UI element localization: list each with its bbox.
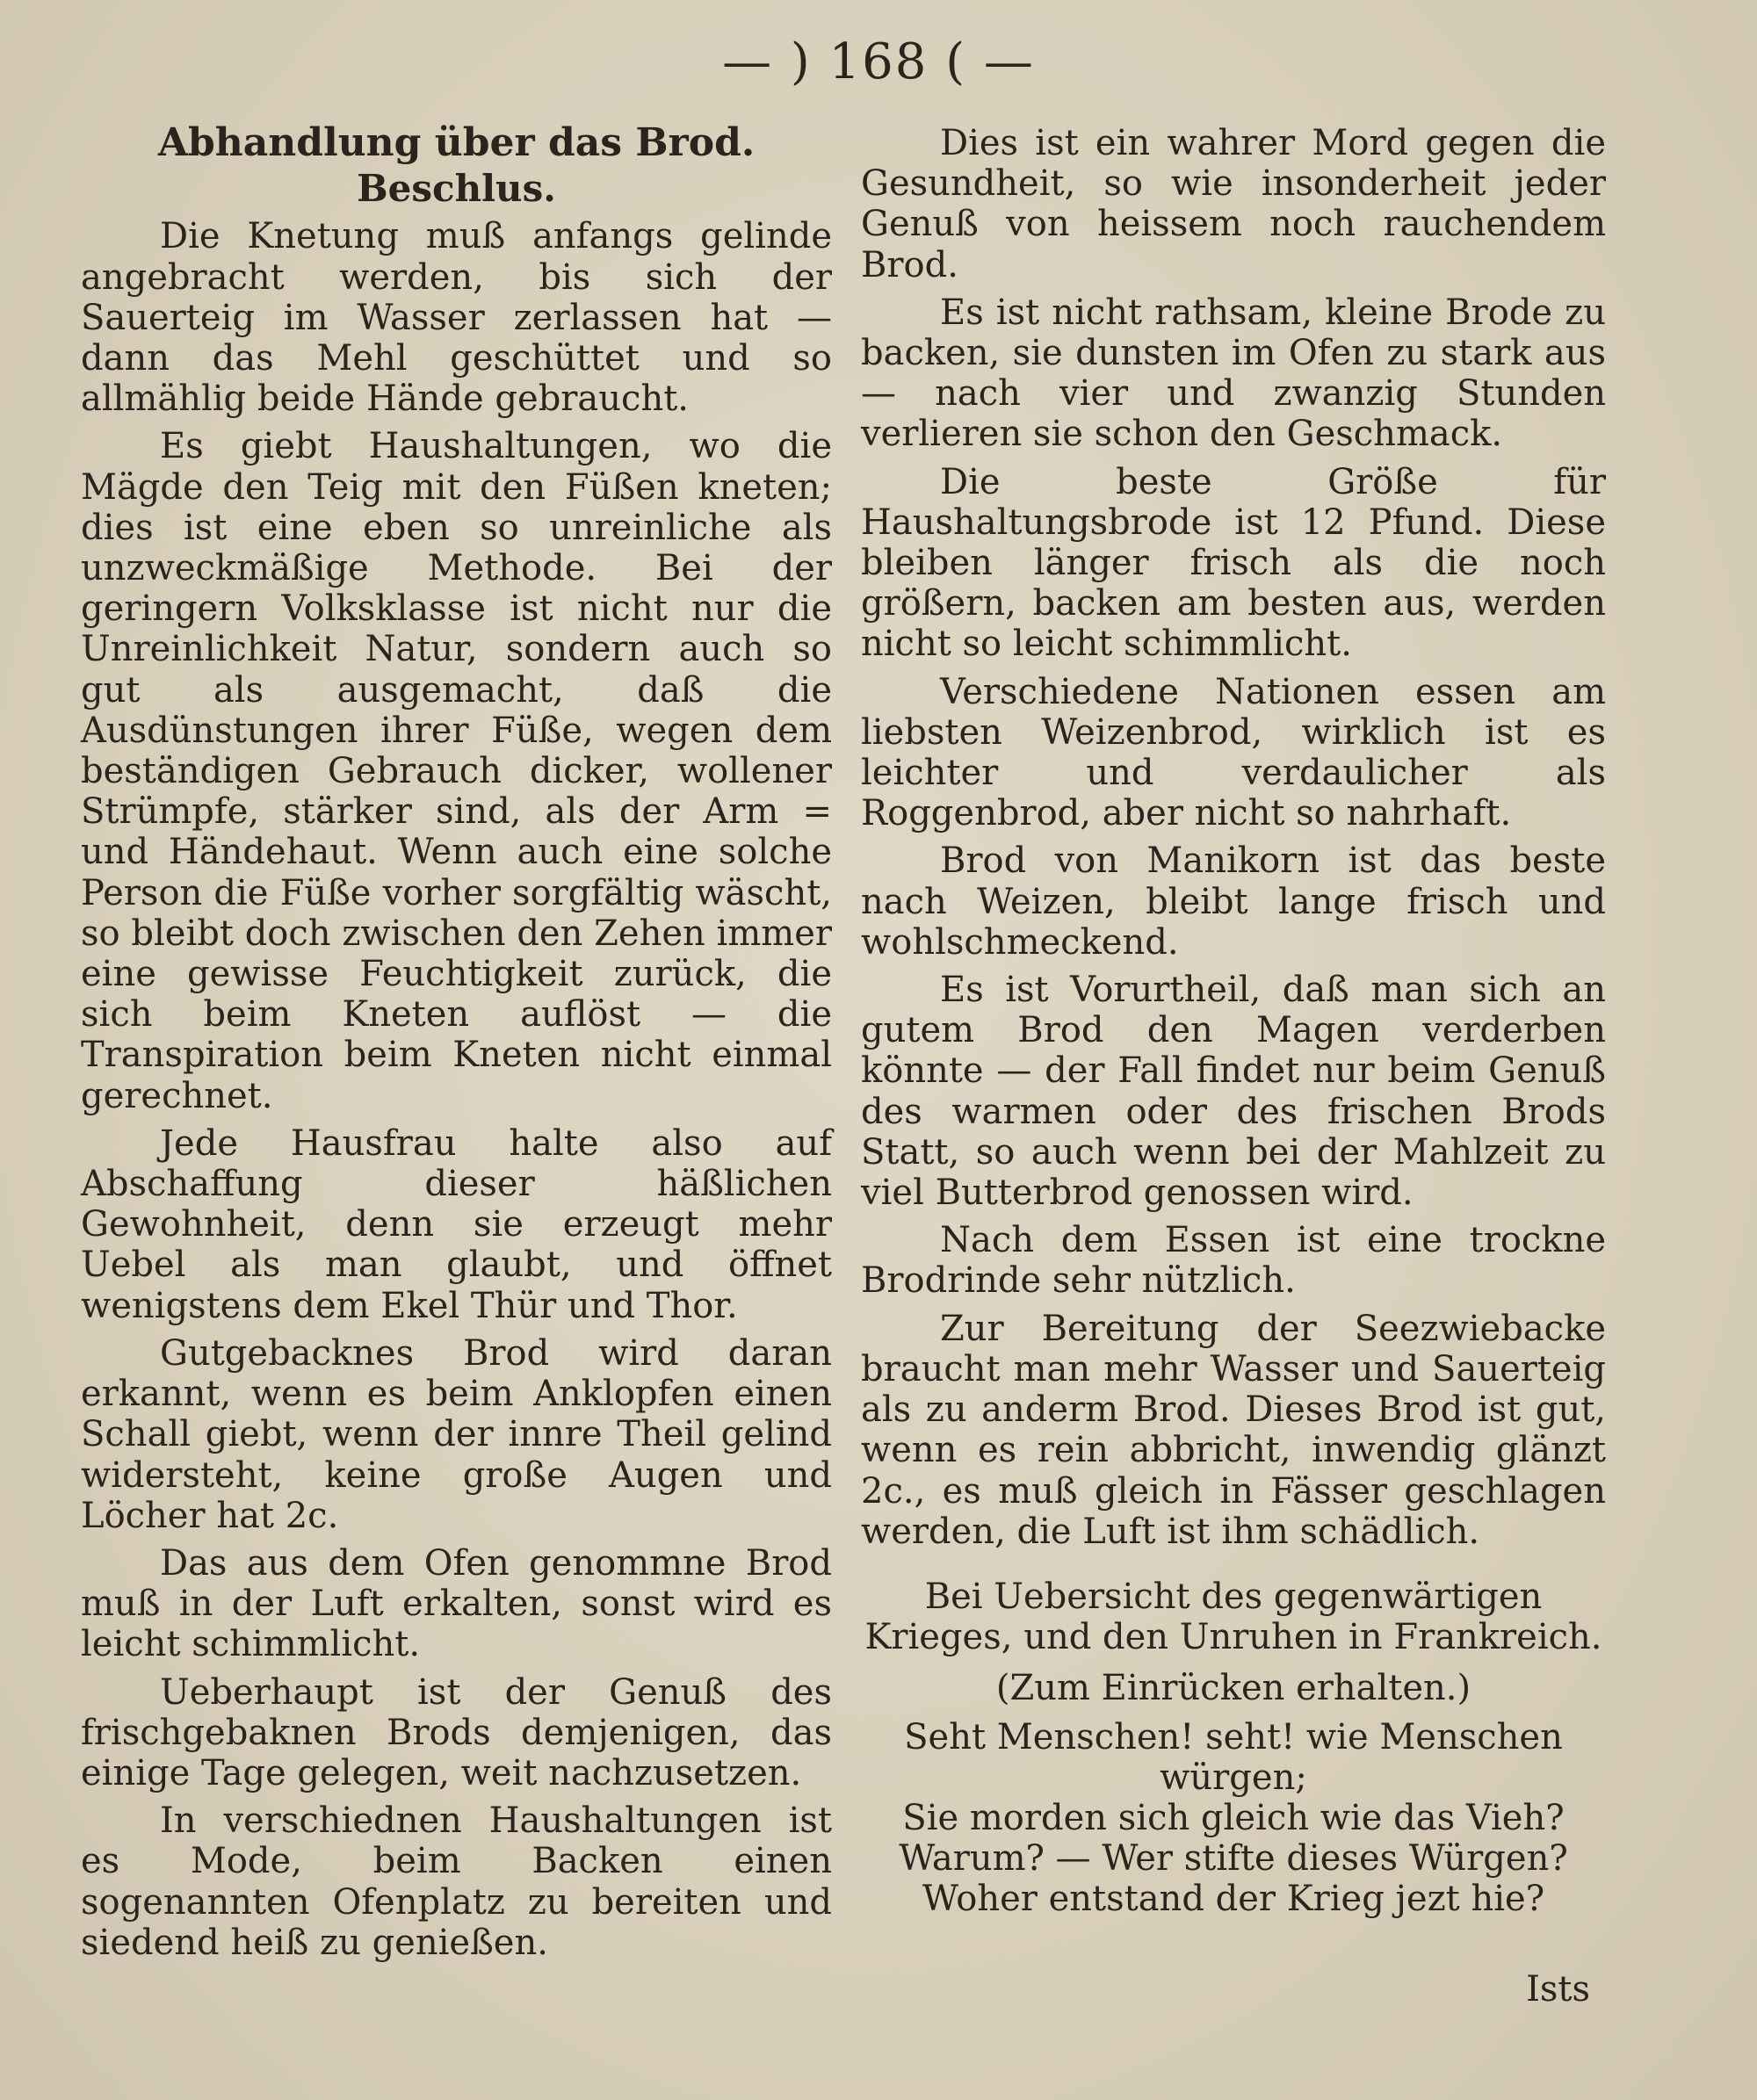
poem-line: Woher entstand der Krieg jezt hie?: [922, 1879, 1545, 1920]
paragraph: Das aus dem Ofen genommne Brod muß in der Luft erkalten, sonst wird es leicht schimmlicht.: [81, 1542, 832, 1665]
article-subtitle: Beschlus.: [357, 167, 556, 211]
paragraph: In verschiednen Haushaltungen ist es Mode, beim Backen einen sogenannten Ofenplatz zu bereiten und siedend heiß zu genießen.: [81, 1801, 832, 1963]
paragraph: Es ist Vorurtheil, daß man sich an gutem Brod den Magen verderben könnte — der Fall findet nur beim Genuß des warmen oder des frischen Brods Statt, so auch wenn bei der Mahlzeit zu viel Butterbrod genossen wird.: [861, 970, 1606, 1214]
paragraph: Zur Bereitung der Seezwiebacke braucht man mehr Wasser und Sauerteig als zu anderm Brod. Dieses Brod ist gut, wenn es rein abbricht, inwendig glänzt 2c., es muß gleich in Fässer geschlagen werden, die Luft ist ihm schädlich.: [861, 1308, 1606, 1552]
page-number: — ) 168 ( —: [722, 33, 1035, 90]
poem-line: Warum? — Wer stifte dieses Würgen?: [899, 1838, 1568, 1880]
paragraph: Es ist nicht rathsam, kleine Brode zu backen, sie dunsten im Ofen zu stark aus — nach vier und zwanzig Stunden verlieren sie schon den Geschmack.: [861, 292, 1606, 455]
catchword: Ists: [1526, 1969, 1590, 2010]
paragraph: Es giebt Haushaltungen, wo die Mägde den Teig mit den Füßen kneten; dies ist eine eben so unreinliche als unzweckmäßige Methode. Bei der geringern Volksklasse ist nicht nur die Unreinlichkeit Natur, sondern auch so gut als ausgemacht, daß die Ausdünstungen ihrer Füße, wegen dem beständigen Gebrauch dicker, wollener Strümpfe, stärker sind, als der Arm = und Händehaut. Wenn auch eine solche Person die Füße vorher sorgfältig wäscht, so bleibt doch zwischen den Zehen immer eine gewisse Feuchtigkeit zurück, die sich beim Kneten auflöst — die Transpiration beim Kneten nicht einmal gerechnet.: [81, 426, 832, 1116]
poem-line: Seht Menschen! seht! wie Menschen würgen;: [904, 1717, 1563, 1799]
paragraph: Dies ist ein wahrer Mord gegen die Gesundheit, so wie insonderheit jeder Genuß von heissem noch rauchendem Brod.: [861, 123, 1606, 285]
right-column: [861, 123, 1606, 1919]
left-column: [81, 120, 832, 1970]
paragraph: Brod von Manikorn ist das beste nach Weizen, bleibt lange frisch und wohlschmeckend.: [861, 841, 1606, 963]
poem: [861, 1717, 1606, 1919]
paragraph: Jede Hausfrau halte also auf Abschaffung dieser häßlichen Gewohnheit, denn sie erzeugt mehr Uebel als man glaubt, und öffnet wenigstens dem Ekel Thür und Thor.: [81, 1122, 832, 1326]
section-heading: Bei Uebersicht des gegenwärtigen Krieges, und den Unruhen in Frankreich.: [864, 1576, 1602, 1657]
paragraph: Gutgebacknes Brod wird daran erkannt, wenn es beim Anklopfen einen Schall giebt, wenn der innre Theil gelind widersteht, keine große Augen und Löcher hat 2c.: [81, 1332, 832, 1536]
paragraph: Die beste Größe für Haushaltungsbrode ist 12 Pfund. Diese bleiben länger frisch als die noch größern, backen am besten aus, werden nicht so leicht schimmlicht.: [861, 461, 1606, 665]
poem-line: Sie morden sich gleich wie das Vieh?: [902, 1798, 1565, 1839]
paragraph: Nach dem Essen ist eine trockne Brodrinde sehr nützlich.: [861, 1220, 1606, 1302]
paragraph: Ueberhaupt ist der Genuß des frischgebaknen Brods demjenigen, das einige Tage gelegen, weit nachzusetzen.: [81, 1671, 832, 1793]
paragraph: Verschiedene Nationen essen am liebsten Weizenbrod, wirklich ist es leichter und verdaulicher als Roggenbrod, aber nicht so nahrhaft.: [861, 671, 1606, 834]
article-title: Abhandlung über das Brod.: [157, 120, 756, 165]
submission-note: (Zum Einrücken erhalten.): [995, 1667, 1471, 1708]
paragraph: Die Knetung muß anfangs gelinde angebracht werden, bis sich der Sauerteig im Wasser zerlassen hat — dann das Mehl geschüttet und so allmählig beide Hände gebraucht.: [81, 216, 832, 420]
